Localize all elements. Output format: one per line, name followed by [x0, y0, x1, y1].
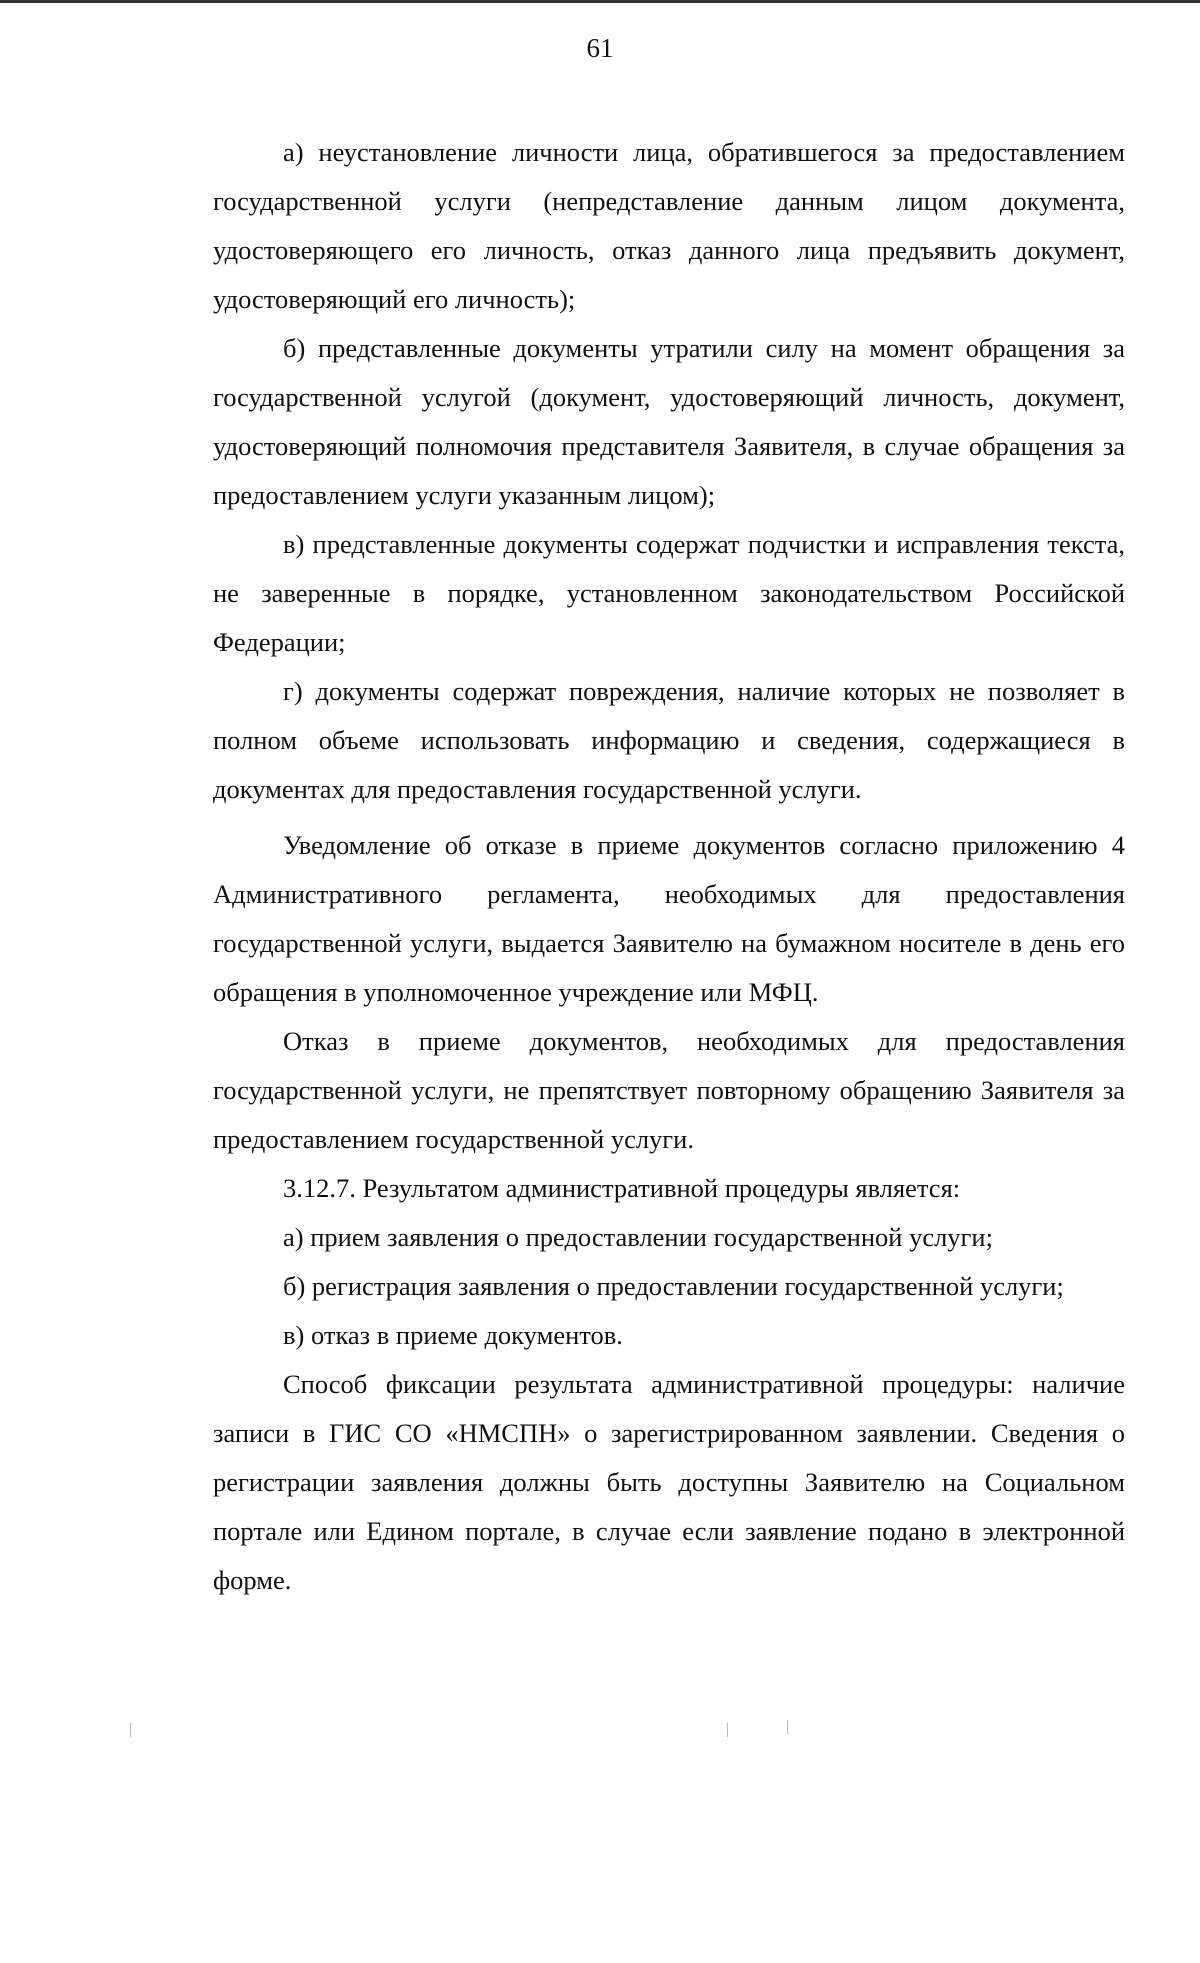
top-border-line: [0, 0, 1200, 3]
paragraph-a-identity: а) неустановление личности лица, обратившегося за предоставлением государственной услуги (непредставление данным лицом документа, удостоверяющего его личность, отказ данного лица предъявить документ, удостоверяющий его личность);: [213, 137, 1125, 314]
result-item-v: в) отказ в приеме документов.: [283, 1320, 623, 1350]
paragraph-refusal-notice: Уведомление об отказе в приеме документов согласно приложению 4 Административного регламента, необходимых для предоставления государственной услуги, выдается Заявителю на бумажном носителе в день его обращения в уполномоченное учреждение или МФЦ.: [213, 830, 1125, 1007]
paragraph-fixation-method: Способ фиксации результата административной процедуры: наличие записи в ГИС СО «НМСПН» о зарегистрированном заявлении. Сведения о регистрации заявления должны быть доступны Заявителю на Социальном портале или Едином портале, в случае если заявление подано в электронной форме.: [213, 1369, 1125, 1595]
result-item-b: б) регистрация заявления о предоставлении государственной услуги;: [283, 1271, 1064, 1301]
paragraph-refusal-no-obstacle: Отказ в приеме документов, необходимых для предоставления государственной услуги, не препятствует повторному обращению Заявителя за предоставлением государственной услуги.: [213, 1026, 1125, 1154]
document-body: [213, 128, 1125, 1605]
scan-artifact: [787, 1720, 788, 1734]
scan-artifact: [727, 1723, 728, 1737]
paragraph-v-corrections: в) представленные документы содержат подчистки и исправления текста, не заверенные в порядке, установленном законодательством Российской Федерации;: [213, 529, 1125, 657]
scan-artifact: [130, 1723, 131, 1737]
paragraph-b-expired-documents: б) представленные документы утратили силу на момент обращения за государственной услугой (документ, удостоверяющий личность, документ, удостоверяющий полномочия представителя Заявителя, в случае обращения за предоставлением услуги указанным лицом);: [213, 333, 1125, 510]
paragraph-g-damage: г) документы содержат повреждения, наличие которых не позволяет в полном объеме использовать информацию и сведения, содержащиеся в документах для предоставления государственной услуги.: [213, 676, 1125, 804]
page-number: 61: [586, 33, 614, 63]
result-item-a: а) прием заявления о предоставлении государственной услуги;: [283, 1222, 993, 1252]
paragraph-3-12-7-result: 3.12.7. Результатом административной процедуры является:: [283, 1173, 961, 1203]
